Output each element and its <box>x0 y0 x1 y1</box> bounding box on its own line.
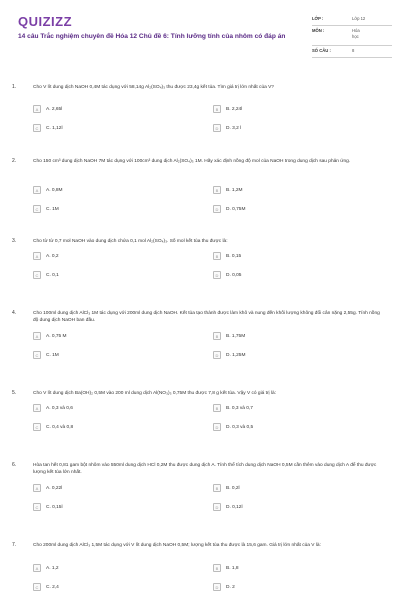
question-item <box>12 462 388 542</box>
option-letter-box: C <box>33 503 41 511</box>
option-text: A. 1,2 <box>46 565 59 571</box>
answer-option-c[interactable] <box>33 271 59 279</box>
question-text: Hòa tan hết 0,81 gam bột nhôm vào 550ml dung dịch HCl 0,2M thu được dung dịch A. Tính thể tích dung dịch NaOH 0,5M cần thêm vào dung dịch A để thu được lượng kết tủa lớn nhất. <box>33 463 377 475</box>
option-letter-box: D <box>213 205 221 213</box>
meta-value: Lớp 12 <box>352 16 366 21</box>
meta-row-subject <box>312 26 392 46</box>
question-number: 2. <box>12 158 17 164</box>
question-number: 5. <box>12 390 17 396</box>
option-text: A. 2,65l <box>46 106 63 112</box>
option-letter-box: C <box>33 583 41 591</box>
meta-value: Hóa học <box>352 28 360 39</box>
answer-option-a[interactable] <box>33 252 59 260</box>
option-letter-box: B <box>213 484 221 492</box>
option-text: B. 1,8 <box>226 565 239 571</box>
question-item <box>12 310 388 390</box>
option-letter-box: A <box>33 564 41 572</box>
answer-option-c[interactable] <box>33 351 59 359</box>
question-list <box>0 84 400 600</box>
page-title: 14 câu Trắc nghiệm chuyên đề Hóa 12 Chủ đề 6: Tính lưỡng tính của nhôm có đáp án <box>18 33 286 40</box>
answer-option-b[interactable] <box>213 252 241 260</box>
answer-option-a[interactable] <box>33 404 73 412</box>
option-letter-box: B <box>213 332 221 340</box>
option-letter-box: C <box>33 205 41 213</box>
question-number: 1. <box>12 84 17 90</box>
option-letter-box: B <box>213 252 221 260</box>
option-text: B. 1,2M <box>226 187 243 193</box>
meta-row-class <box>312 14 392 26</box>
option-letter-box: B <box>213 186 221 194</box>
answer-option-b[interactable] <box>213 105 242 113</box>
option-text: D. 1,25M <box>226 352 246 358</box>
quizizz-logo: QUIZIZZ <box>18 14 73 29</box>
option-text: D. 2 <box>226 584 235 590</box>
option-letter-box: A <box>33 484 41 492</box>
option-text: A. 0,3 và 0,6 <box>46 405 73 411</box>
meta-value: 8 <box>352 48 355 53</box>
question-number: 3. <box>12 238 17 244</box>
answer-option-c[interactable] <box>33 503 63 511</box>
meta-key: LỚP : <box>312 16 324 21</box>
question-text: Cho từ từ 0,7 mol NaOH vào dung dịch chứa 0,1 mol Al₂(SO₄)₃. Số mol kết tủa thu được là: <box>33 239 228 244</box>
question-item <box>12 390 388 462</box>
answer-option-b[interactable] <box>213 186 243 194</box>
option-text: C. 1M <box>46 206 59 212</box>
option-letter-box: B <box>213 564 221 572</box>
option-letter-box: D <box>213 583 221 591</box>
answer-option-b[interactable] <box>213 484 240 492</box>
option-text: D. 0,05 <box>226 272 242 278</box>
question-text: Cho V lít dung dịch NaOH 0,4M tác dụng với 58,14g Al₂(SO₄)₃ thu được 23,4g kết tủa. Tìm giá trị lớn nhất của V? <box>33 85 274 90</box>
answer-option-a[interactable] <box>33 186 63 194</box>
answer-option-a[interactable] <box>33 484 62 492</box>
answer-option-b[interactable] <box>213 332 245 340</box>
question-text: Cho 100ml dung dịch AlCl₃ 1M tác dụng với 200ml dung dịch NaOH. Kết tủa tạo thành được làm khô và nung đến khối lượng không đổi cân nặng 2,55g. Tính nồng độ dung dịch NaOH ban đầu. <box>33 311 380 323</box>
option-text: A. 0,8M <box>46 187 63 193</box>
option-text: B. 0,15 <box>226 253 242 259</box>
question-number: 7. <box>12 542 17 548</box>
answer-option-d[interactable] <box>213 351 245 359</box>
option-text: D. 0,3 và 0,5 <box>226 424 254 430</box>
answer-option-a[interactable] <box>33 332 67 340</box>
option-letter-box: C <box>33 124 41 132</box>
question-number: 6. <box>12 462 17 468</box>
option-letter-box: D <box>213 124 221 132</box>
answer-option-d[interactable] <box>213 503 243 511</box>
answer-option-d[interactable] <box>213 205 245 213</box>
question-item <box>12 238 388 310</box>
option-text: A. 0,2 <box>46 253 59 259</box>
answer-option-c[interactable] <box>33 423 73 431</box>
option-letter-box: D <box>213 271 221 279</box>
question-text: Cho 150 cm³ dung dịch NaOH 7M tác dụng với 100cm³ dung dịch Al₂(SO₄)₃ 1M. Hãy xác định nồng độ mol của NaOH trong dung dịch sau phản ứng. <box>33 159 351 164</box>
option-letter-box: B <box>213 105 221 113</box>
question-number: 4. <box>12 310 17 316</box>
option-text: C. 0,4 và 0,8 <box>46 424 74 430</box>
question-text: Cho 200ml dung dịch AlCl₃ 1,5M tác dụng với V lít dung dịch NaOH 0,5M; lượng kết tủa thu được là 15,6 gam. Giá trị lớn nhất của V là: <box>33 543 321 548</box>
answer-option-c[interactable] <box>33 205 59 213</box>
answer-option-d[interactable] <box>213 124 241 132</box>
meta-row-count <box>312 46 392 58</box>
meta-table <box>312 14 392 58</box>
question-item <box>12 158 388 238</box>
option-text: B. 1,75M <box>226 333 246 339</box>
option-text: A. 0,22l <box>46 485 63 491</box>
option-letter-box: B <box>213 404 221 412</box>
option-letter-box: D <box>213 503 221 511</box>
option-text: B. 0,3 và 0,7 <box>226 405 253 411</box>
option-letter-box: A <box>33 252 41 260</box>
meta-key: MÔN : <box>312 28 325 33</box>
option-letter-box: D <box>213 423 221 431</box>
option-text: B. 2,24l <box>226 106 243 112</box>
option-letter-box: D <box>213 351 221 359</box>
option-text: C. 0,1 <box>46 272 59 278</box>
option-letter-box: C <box>33 271 41 279</box>
question-item <box>12 84 388 158</box>
answer-option-c[interactable] <box>33 124 63 132</box>
answer-option-d[interactable] <box>213 423 253 431</box>
answer-option-a[interactable] <box>33 105 62 113</box>
option-letter-box: C <box>33 351 41 359</box>
option-text: D. 0,75M <box>226 206 246 212</box>
option-text: B. 0,2l <box>226 485 240 491</box>
option-text: C. 0,15l <box>46 504 63 510</box>
option-letter-box: A <box>33 186 41 194</box>
option-letter-box: A <box>33 332 41 340</box>
question-item <box>12 542 388 600</box>
answer-option-d[interactable] <box>213 583 235 591</box>
question-text: Cho V lít dung dịch Ba(OH)₂ 0,5M vào 200 ml dung dịch Al(NO₃)₃ 0,75M thu được 7,8 g kết tủa. Vậy V có giá trị là: <box>33 391 277 396</box>
answer-option-c[interactable] <box>33 583 59 591</box>
answer-option-d[interactable] <box>213 271 241 279</box>
option-text: C. 1M <box>46 352 59 358</box>
option-text: D. 3,2 l <box>226 125 242 131</box>
option-letter-box: A <box>33 404 41 412</box>
answer-option-b[interactable] <box>213 564 239 572</box>
answer-option-b[interactable] <box>213 404 253 412</box>
option-text: C. 1,12l <box>46 125 63 131</box>
option-text: D. 0,12l <box>226 504 243 510</box>
option-letter-box: C <box>33 423 41 431</box>
option-letter-box: A <box>33 105 41 113</box>
answer-option-a[interactable] <box>33 564 59 572</box>
worksheet-header <box>18 14 382 70</box>
option-text: A. 0,75 M <box>46 333 67 339</box>
meta-key: SỐ CÂU : <box>312 48 331 53</box>
option-text: C. 2,4 <box>46 584 59 590</box>
